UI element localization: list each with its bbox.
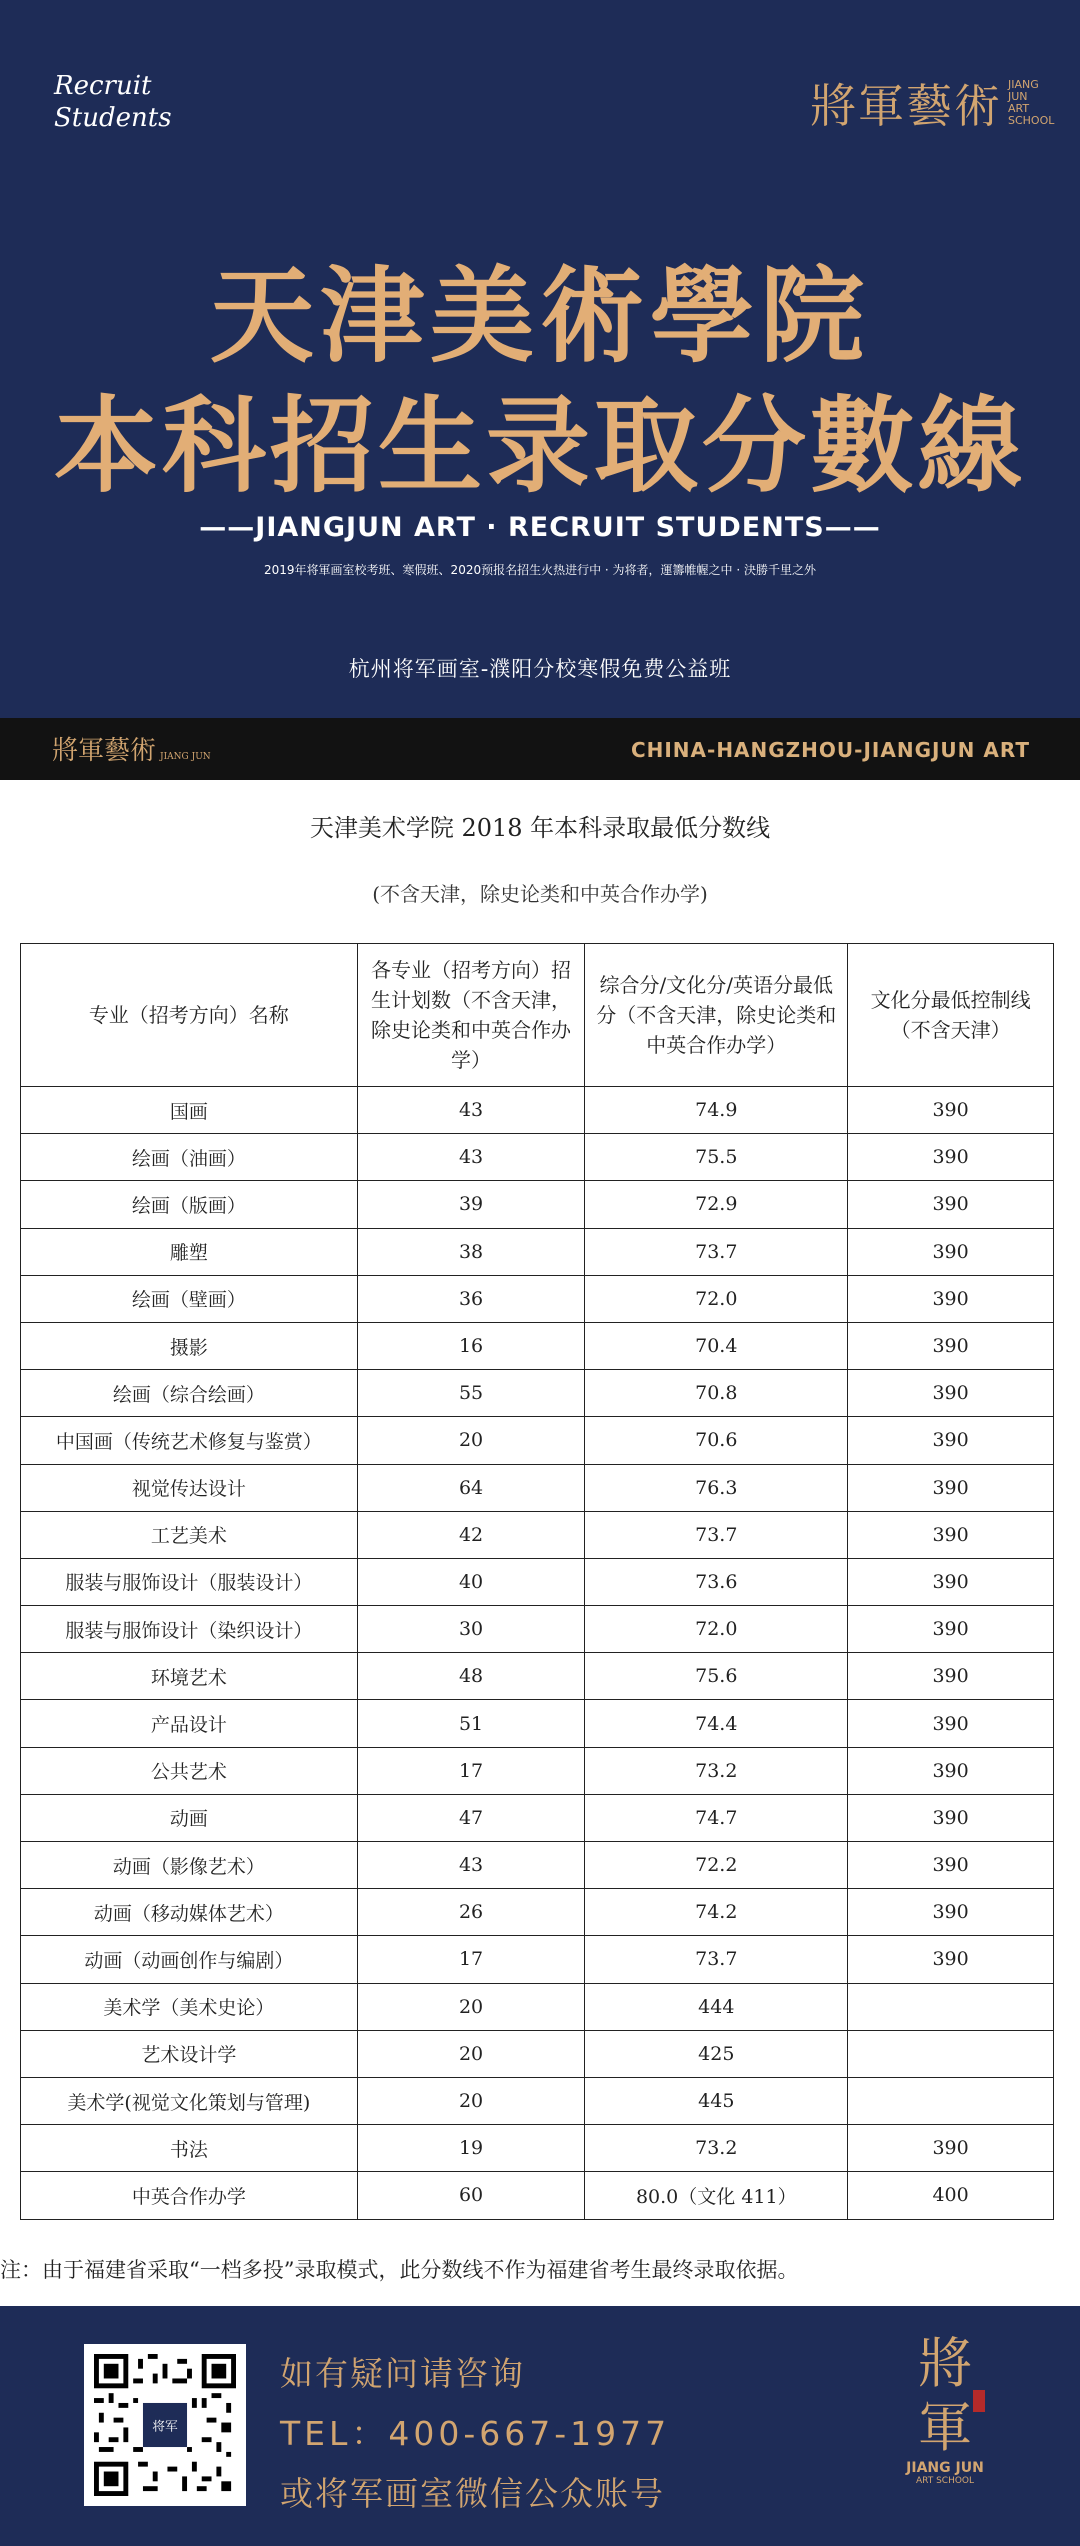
strip-tagline: CHINA-HANGZHOU-JIANGJUN ART	[630, 738, 1030, 762]
cell-culture-line: 390	[848, 1511, 1054, 1558]
cell-plan-count: 26	[357, 1889, 585, 1936]
cell-min-score: 74.2	[585, 1889, 848, 1936]
table-row	[21, 1181, 1054, 1228]
cell-min-score: 74.7	[585, 1794, 848, 1841]
table-row	[21, 1558, 1054, 1605]
contact-wechat: 或将军画室微信公众账号	[280, 2474, 665, 2513]
cell-major: 环境艺术	[21, 1653, 358, 1700]
cell-major: 绘画（版画）	[21, 1181, 358, 1228]
cell-major: 绘画（综合绘画）	[21, 1370, 358, 1417]
header-min-score: 综合分/文化分/英语分最低分（不含天津，除史论类和中英合作办学）	[585, 944, 848, 1087]
cell-major: 动画（移动媒体艺术）	[21, 1889, 358, 1936]
cell-culture-line: 400	[848, 2172, 1054, 2219]
recruit-line2: Students	[54, 103, 172, 133]
cell-major: 产品设计	[21, 1700, 358, 1747]
score-table	[20, 943, 1054, 2220]
cell-plan-count: 42	[357, 1511, 585, 1558]
table-row	[21, 2077, 1054, 2124]
table-row	[21, 1464, 1054, 1511]
cell-plan-count: 19	[357, 2125, 585, 2172]
cell-culture-line: 390	[848, 1228, 1054, 1275]
branch-line: 杭州将军画室-濮阳分校寒假免费公益班	[348, 657, 732, 681]
table-row	[21, 1322, 1054, 1369]
table-row	[21, 1370, 1054, 1417]
cell-major: 绘画（壁画）	[21, 1275, 358, 1322]
cell-plan-count: 43	[357, 1087, 585, 1134]
cell-major: 艺术设计学	[21, 2030, 358, 2077]
strip-brand-name: 將軍藝術	[52, 736, 157, 766]
table-title: 天津美术学院 2018 年本科录取最低分数线	[309, 814, 771, 842]
cell-plan-count: 30	[357, 1606, 585, 1653]
table-row	[21, 1889, 1054, 1936]
footer-logo-school: ART SCHOOL	[915, 2476, 975, 2486]
table-row	[21, 1842, 1054, 1889]
cell-culture-line: 390	[848, 2125, 1054, 2172]
cell-culture-line	[848, 1983, 1054, 2030]
cell-major: 雕塑	[21, 1228, 358, 1275]
cell-major: 公共艺术	[21, 1747, 358, 1794]
cell-major: 中国画（传统艺术修复与鉴赏）	[21, 1417, 358, 1464]
cell-min-score: 73.2	[585, 1747, 848, 1794]
header-banner	[0, 0, 1080, 718]
table-row	[21, 1936, 1054, 1983]
table-row	[21, 1275, 1054, 1322]
header-culture-line: 文化分最低控制线（不含天津）	[848, 944, 1054, 1087]
cell-plan-count: 64	[357, 1464, 585, 1511]
table-body	[21, 1087, 1054, 2220]
seal-icon	[973, 2390, 985, 2412]
cell-plan-count: 43	[357, 1134, 585, 1181]
cell-major: 动画	[21, 1794, 358, 1841]
cell-min-score: 70.8	[585, 1370, 848, 1417]
table-row	[21, 2030, 1054, 2077]
cell-min-score: 74.4	[585, 1700, 848, 1747]
cell-culture-line	[848, 2077, 1054, 2124]
cell-plan-count: 20	[357, 2030, 585, 2077]
brand-logo-top-right	[810, 70, 1055, 136]
table-subtitle: (不含天津，除史论类和中英合作办学)	[372, 882, 708, 906]
cell-culture-line: 390	[848, 1417, 1054, 1464]
cell-min-score: 76.3	[585, 1464, 848, 1511]
cell-min-score: 73.2	[585, 2125, 848, 2172]
cell-plan-count: 60	[357, 2172, 585, 2219]
cell-min-score: 73.7	[585, 1228, 848, 1275]
table-row	[21, 1228, 1054, 1275]
cell-plan-count: 20	[357, 1983, 585, 2030]
cell-culture-line: 390	[848, 1700, 1054, 1747]
cell-min-score: 75.6	[585, 1653, 848, 1700]
table-row	[21, 1511, 1054, 1558]
cell-plan-count: 17	[357, 1936, 585, 1983]
brand-strip	[0, 718, 1080, 780]
cell-plan-count: 39	[357, 1181, 585, 1228]
contact-prompt: 如有疑问请咨询	[280, 2354, 525, 2393]
cell-major: 动画（影像艺术）	[21, 1842, 358, 1889]
cell-plan-count: 48	[357, 1653, 585, 1700]
cell-culture-line: 390	[848, 1558, 1054, 1605]
cell-major: 工艺美术	[21, 1511, 358, 1558]
cell-culture-line: 390	[848, 1275, 1054, 1322]
contact-phone[interactable]: TEL：400-667-1977	[280, 2414, 671, 2453]
cell-plan-count: 40	[357, 1558, 585, 1605]
header-major: 专业（招考方向）名称	[21, 944, 358, 1087]
cell-plan-count: 43	[357, 1842, 585, 1889]
table-row	[21, 1606, 1054, 1653]
cell-min-score: 445	[585, 2077, 848, 2124]
footnote: 注：由于福建省采取“一档多投”录取模式，此分数线不作为福建省考生最终录取依据。	[0, 2258, 799, 2282]
cell-min-score: 72.2	[585, 1842, 848, 1889]
cell-culture-line: 390	[848, 1087, 1054, 1134]
cell-major: 动画（动画创作与编剧）	[21, 1936, 358, 1983]
cell-major: 美术学(视觉文化策划与管理)	[21, 2077, 358, 2124]
table-row	[21, 1417, 1054, 1464]
cell-min-score: 75.5	[585, 1134, 848, 1181]
cell-major: 书法	[21, 2125, 358, 2172]
table-row	[21, 1983, 1054, 2030]
cell-culture-line: 390	[848, 1653, 1054, 1700]
cell-min-score: 70.6	[585, 1417, 848, 1464]
strip-brand-small: JIANG JUN	[160, 752, 211, 762]
qr-code[interactable]	[84, 2344, 246, 2506]
footer-logo-char2: 軍	[918, 2396, 972, 2459]
table-row	[21, 1134, 1054, 1181]
table-row	[21, 1087, 1054, 1134]
cell-min-score: 70.4	[585, 1322, 848, 1369]
cell-min-score: 72.9	[585, 1181, 848, 1228]
cell-plan-count: 16	[357, 1322, 585, 1369]
cell-culture-line: 390	[848, 1842, 1054, 1889]
cell-culture-line	[848, 2030, 1054, 2077]
cell-min-score: 72.0	[585, 1606, 848, 1653]
qr-code-icon	[94, 2354, 236, 2496]
cell-major: 服装与服饰设计（染织设计）	[21, 1606, 358, 1653]
footer-logo-char1: 將	[918, 2332, 972, 2395]
recruit-line1: Recruit	[54, 71, 152, 101]
recruit-students-logo	[54, 70, 172, 134]
cell-culture-line: 390	[848, 1464, 1054, 1511]
cell-culture-line: 390	[848, 1134, 1054, 1181]
main-title-line1: 天津美術學院	[209, 255, 870, 377]
cell-culture-line: 390	[848, 1794, 1054, 1841]
table-row	[21, 1700, 1054, 1747]
table-row	[21, 1747, 1054, 1794]
contact-footer	[0, 2306, 1080, 2546]
cell-plan-count: 47	[357, 1794, 585, 1841]
cell-culture-line: 390	[848, 1936, 1054, 1983]
cell-plan-count: 55	[357, 1370, 585, 1417]
cell-culture-line: 390	[848, 1606, 1054, 1653]
footer-logo-en: JIANG JUN	[906, 2460, 984, 2476]
cell-min-score: 80.0（文化 411）	[585, 2172, 848, 2219]
cell-plan-count: 20	[357, 1417, 585, 1464]
cell-plan-count: 51	[357, 1700, 585, 1747]
slogan: ——JIANGJUN ART · RECRUIT STUDENTS——	[199, 512, 881, 543]
table-header-row	[21, 944, 1054, 1087]
table-row	[21, 2125, 1054, 2172]
cell-min-score: 74.9	[585, 1087, 848, 1134]
cell-plan-count: 17	[357, 1747, 585, 1794]
cell-plan-count: 38	[357, 1228, 585, 1275]
cell-major: 服装与服饰设计（服装设计）	[21, 1558, 358, 1605]
table-row	[21, 1794, 1054, 1841]
cell-plan-count: 36	[357, 1275, 585, 1322]
table-row	[21, 1653, 1054, 1700]
cell-major: 中英合作办学	[21, 2172, 358, 2219]
brand-name: 將軍藝術	[810, 79, 1002, 133]
cell-major: 视觉传达设计	[21, 1464, 358, 1511]
cell-culture-line: 390	[848, 1181, 1054, 1228]
table-row	[21, 2172, 1054, 2219]
cell-min-score: 72.0	[585, 1275, 848, 1322]
cell-min-score: 73.7	[585, 1511, 848, 1558]
cell-major: 美术学（美术史论）	[21, 1983, 358, 2030]
cell-major: 摄影	[21, 1322, 358, 1369]
qr-center-label: 将军	[152, 2419, 178, 2435]
promo-subline: 2019年将軍画室校考班、寒假班、2020预报名招生火热进行中 · 为将者，運籌帷幄之中 · 決勝千里之外	[264, 563, 816, 577]
cell-min-score: 444	[585, 1983, 848, 2030]
cell-plan-count: 20	[357, 2077, 585, 2124]
cell-culture-line: 390	[848, 1747, 1054, 1794]
main-title-line2: 本科招生录取分數線	[53, 385, 1026, 507]
brand-vertical-text: JIANG JUN ART SCHOOL	[1008, 78, 1055, 127]
cell-culture-line: 390	[848, 1889, 1054, 1936]
cell-min-score: 425	[585, 2030, 848, 2077]
cell-culture-line: 390	[848, 1322, 1054, 1369]
cell-min-score: 73.7	[585, 1936, 848, 1983]
cell-major: 国画	[21, 1087, 358, 1134]
strip-brand	[52, 730, 211, 767]
footer-logo	[905, 2332, 985, 2486]
header-plan-count: 各专业（招考方向）招生计划数（不含天津，除史论类和中英合作办学）	[357, 944, 585, 1087]
cell-major: 绘画（油画）	[21, 1134, 358, 1181]
cell-min-score: 73.6	[585, 1558, 848, 1605]
cell-culture-line: 390	[848, 1370, 1054, 1417]
